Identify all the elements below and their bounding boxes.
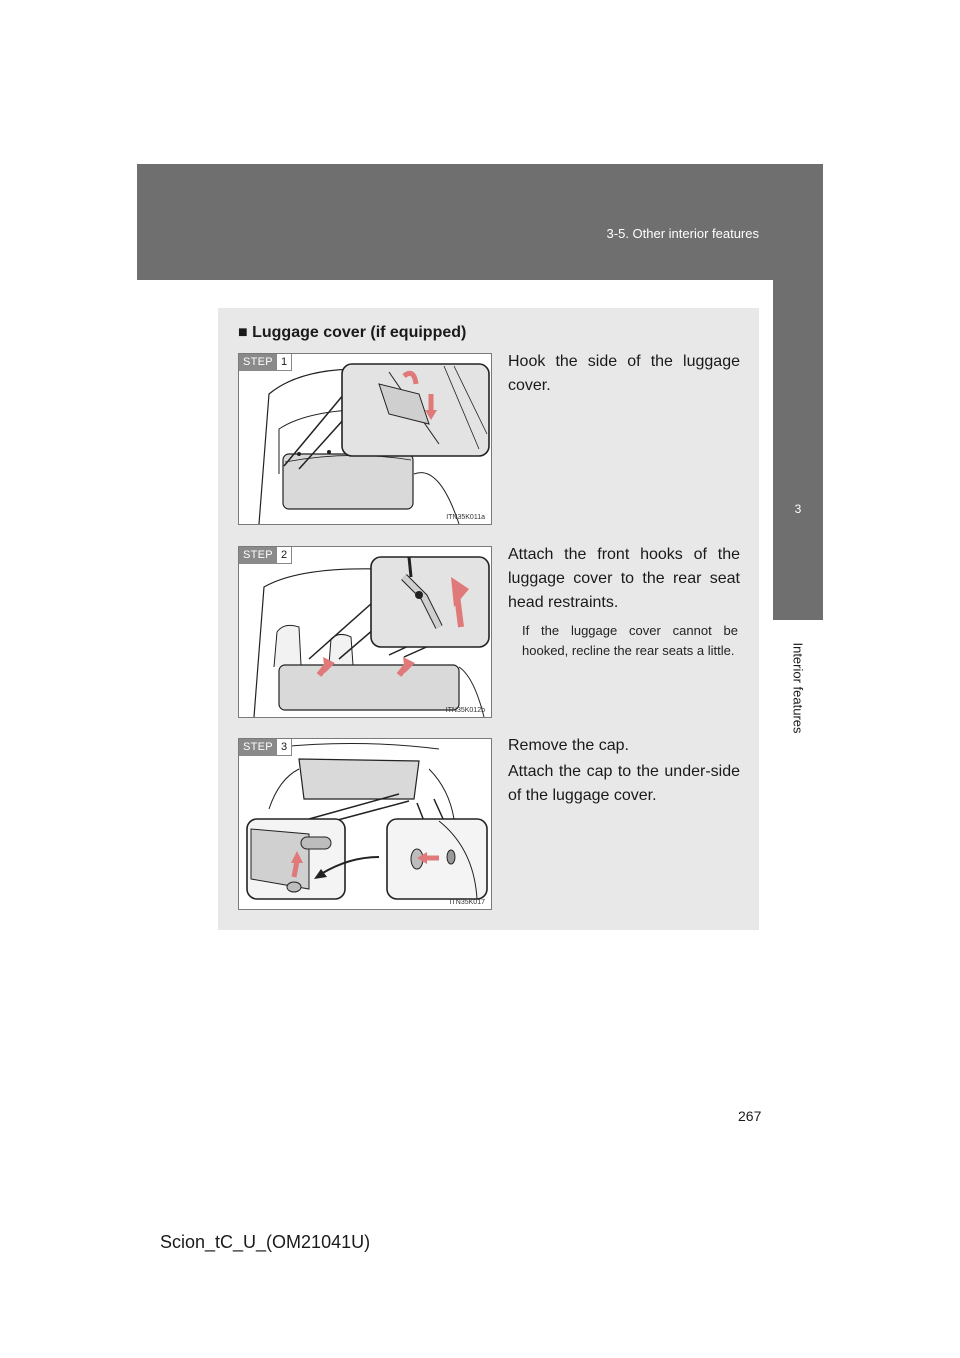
chapter-number: 3 <box>794 502 802 516</box>
page-number: 267 <box>738 1108 762 1124</box>
chapter-label: Interior features <box>790 642 806 734</box>
figure-code: ITN35K011a <box>446 514 485 521</box>
figure-code: ITN35K012b <box>445 707 485 714</box>
step-number: 2 <box>277 547 292 564</box>
cap-removal-drawing <box>239 739 492 910</box>
step-label: STEP <box>239 354 277 371</box>
step-3-illustration <box>238 738 492 910</box>
step-2-illustration <box>238 546 492 718</box>
step-2-note: If the luggage cover cannot be hooked, recline the rear seats a little. <box>522 623 738 658</box>
step-2-instruction: Attach the front hooks of the luggage cover to the rear seat head restraints. <box>508 546 740 611</box>
step-number: 1 <box>277 354 292 371</box>
figure-code: ITN35K017 <box>449 899 485 906</box>
front-hooks-drawing <box>239 547 492 718</box>
header-band <box>137 164 823 280</box>
step-label: STEP <box>239 739 277 756</box>
luggage-cover-panel <box>218 308 759 930</box>
step-3-instruction-continued: Attach the cap to the under-side of the luggage cover. <box>508 763 740 804</box>
step-1-instruction: Hook the side of the luggage cover. <box>508 353 740 394</box>
step-3-badge <box>239 739 292 756</box>
section-title: 3-5. Other interior features <box>606 226 759 241</box>
step-3-instruction: Remove the cap. <box>508 737 629 754</box>
step-number: 3 <box>277 739 292 756</box>
step-1-illustration <box>238 353 492 525</box>
step-1-badge <box>239 354 292 371</box>
document-id: Scion_tC_U_(OM21041U) <box>160 1232 371 1252</box>
step-2-badge <box>239 547 292 564</box>
panel-heading: ■ Luggage cover (if equipped) <box>238 324 467 341</box>
luggage-cover-hook-drawing <box>239 354 492 525</box>
chapter-tab <box>773 280 823 620</box>
step-label: STEP <box>239 547 277 564</box>
